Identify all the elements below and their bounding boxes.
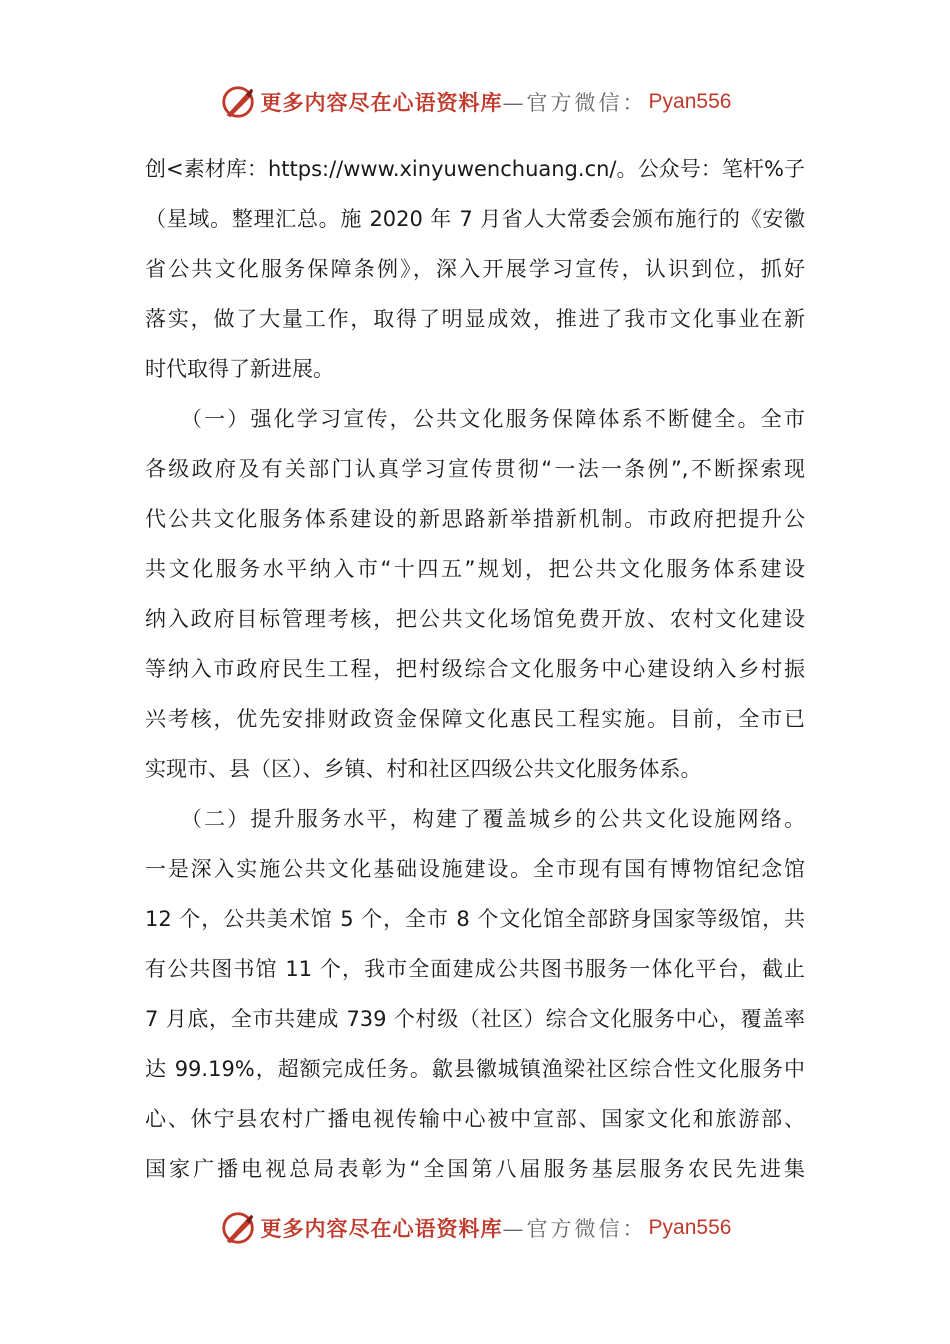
text-line: （一）强化学习宣传，公共文化服务保障体系不断健全。全市 xyxy=(145,407,805,431)
text-line: 实现市、县（区）、乡镇、村和社区四级公共文化服务体系。 xyxy=(145,757,702,781)
text-line: 代公共文化服务体系建设的新思路新举措新机制。市政府把提升公 xyxy=(145,507,805,531)
footer-watermark xyxy=(0,1208,950,1248)
text-line: 7 月底，全市共建成 739 个村级（社区）综合文化服务中心，覆盖率 xyxy=(145,1007,805,1031)
text-line: 兴考核，优先安排财政资金保障文化惠民工程实施。目前，全市已 xyxy=(145,707,805,731)
text-line: 达 99.19%，超额完成任务。歙县徽城镇渔梁社区综合性文化服务中 xyxy=(145,1057,805,1081)
header-watermark xyxy=(0,82,950,122)
text-line: 一是深入实施公共文化基础设施建设。全市现有国有博物馆纪念馆 xyxy=(145,857,805,881)
text-line: 有公共图书馆 11 个，我市全面建成公共图书服务一体化平台，截止 xyxy=(145,957,805,981)
banner-text-main: 更多内容尽在心语资料库 xyxy=(260,90,503,115)
text-line: 落实，做了大量工作，取得了明显成效，推进了我市文化事业在新 xyxy=(145,307,805,331)
text-line: 心、休宁县农村广播电视传输中心被中宣部、国家文化和旅游部、 xyxy=(145,1107,805,1131)
pen-logo-icon xyxy=(219,1209,257,1247)
banner-text-id: Pyan556 xyxy=(648,1216,732,1239)
banner-text-wechat: —官方微信： xyxy=(502,91,647,115)
text-line: 等纳入市政府民生工程，把村级综合文化服务中心建设纳入乡村振 xyxy=(145,657,805,681)
text-line: 共文化服务水平纳入市“十四五”规划，把公共文化服务体系建设 xyxy=(145,557,805,581)
text-line: 国家广播电视总局表彰为“全国第八届服务基层服务农民先进集 xyxy=(145,1157,805,1181)
text-line: （星域。整理汇总。施 2020 年 7 月省人大常委会颁布施行的《安徽 xyxy=(145,207,805,231)
document-body xyxy=(145,144,805,1194)
pen-logo-icon xyxy=(219,83,257,121)
text-line: 时代取得了新进展。 xyxy=(145,357,334,381)
text-line: 创<素材库：https://www.xinyuwenchuang.cn/。公众号：笔杆%子 xyxy=(145,157,805,181)
text-line: （二）提升服务水平，构建了覆盖城乡的公共文化设施网络。 xyxy=(145,807,805,831)
text-line: 纳入政府目标管理考核，把公共文化场馆免费开放、农村文化建设 xyxy=(145,607,805,631)
text-line: 12 个，公共美术馆 5 个，全市 8 个文化馆全部跻身国家等级馆，共 xyxy=(145,907,805,931)
text-line: 省公共文化服务保障条例》，深入开展学习宣传，认识到位，抓好 xyxy=(145,257,805,281)
banner-text-main: 更多内容尽在心语资料库 xyxy=(260,1216,503,1241)
banner-text-id: Pyan556 xyxy=(648,90,732,113)
text-line: 各级政府及有关部门认真学习宣传贯彻“一法一条例”,不断探索现 xyxy=(145,457,805,481)
banner-text-wechat: —官方微信： xyxy=(502,1217,647,1241)
